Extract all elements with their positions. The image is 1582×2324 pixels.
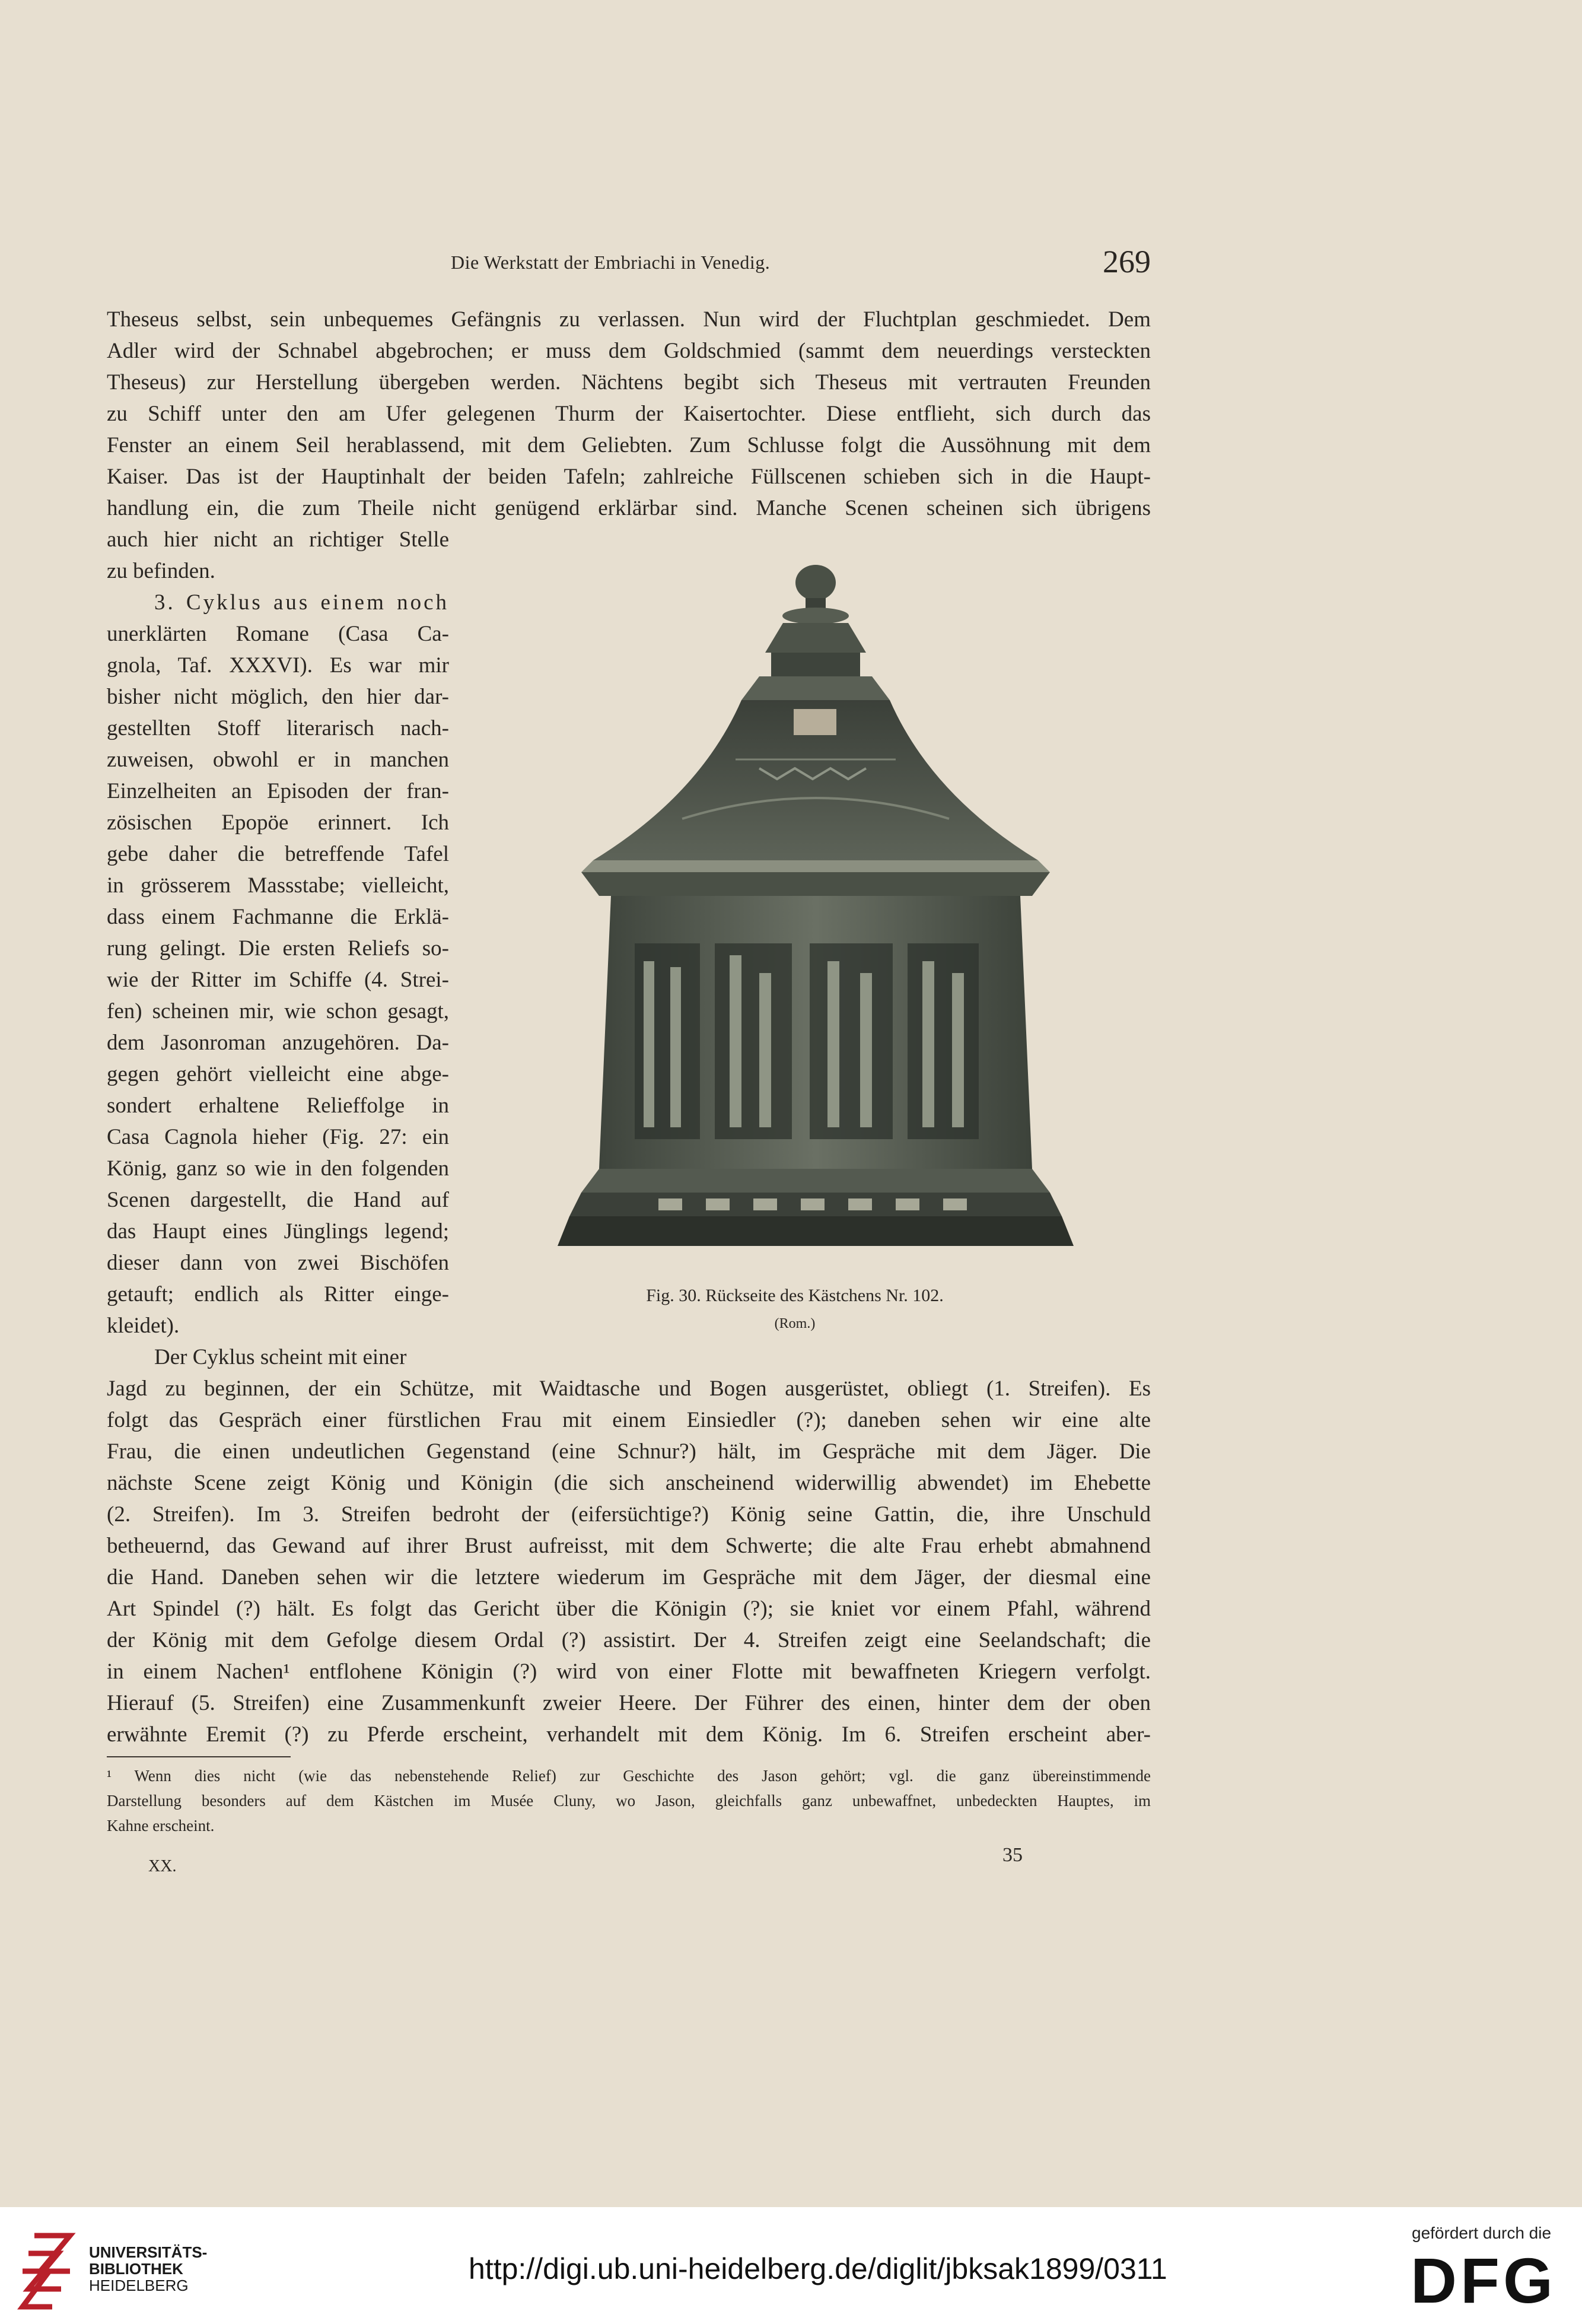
text-line: in einem Nachen¹ entflohene Königin (?) wird von einer Flotte mit bewaffneten Kriegern verfolgt. bbox=[107, 1659, 1151, 1684]
text-line: in grösserem Massstabe; vielleicht, bbox=[107, 873, 449, 898]
text-line: auch hier nicht an richtiger Stelle bbox=[107, 527, 449, 552]
text-line: getauft; endlich als Ritter einge- bbox=[107, 1282, 449, 1306]
text-line: gebe daher die betreffende Tafel bbox=[107, 842, 449, 866]
text-line: Der Cyklus scheint mit einer bbox=[154, 1345, 407, 1369]
text-line: Scenen dargestellt, die Hand auf bbox=[107, 1188, 449, 1212]
text-line: zuweisen, obwohl er in manchen bbox=[107, 748, 449, 772]
text-line: Fenster an einem Seil herablassend, mit dem Geliebten. Zum Schlusse folgt die Aussöhnung mit dem bbox=[107, 433, 1151, 457]
permalink-url[interactable]: http://digi.ub.uni-heidelberg.de/diglit/jbksak1899/0311 bbox=[469, 2252, 1167, 2285]
text-line: zu befinden. bbox=[107, 559, 215, 583]
text-line: gegen gehört vielleicht eine abge- bbox=[107, 1062, 449, 1086]
running-title: Die Werkstatt der Embriachi in Venedig. bbox=[451, 252, 771, 273]
casket-illustration bbox=[480, 564, 1151, 1276]
section-heading-line bbox=[107, 592, 449, 613]
text-line: fen) scheinen mir, wie schon gesagt, bbox=[107, 999, 449, 1023]
library-logo-icon bbox=[17, 2230, 82, 2313]
text-line: Frau, die einen undeutlichen Gegenstand (eine Schnur?) hält, im Gespräche mit dem Jäger. Die bbox=[107, 1439, 1151, 1464]
text-line: folgt das Gespräch einer fürstlichen Frau mit einem Einsiedler (?); daneben sehen wir eine alte bbox=[107, 1408, 1151, 1432]
text-line: kleidet). bbox=[107, 1314, 180, 1338]
footnote-line: Darstellung besonders auf dem Kästchen im Musée Cluny, wo Jason, gleichfalls ganz unbewaffnet, unbedeckten Hauptes, im bbox=[107, 1792, 1151, 1810]
footnote-rule bbox=[107, 1756, 291, 1757]
sheet-signature: 35 bbox=[1002, 1844, 1023, 1866]
text-line: Hierauf (5. Streifen) eine Zusammenkunft zweier Heere. Der Führer des einen, hinter dem der oben bbox=[107, 1691, 1151, 1715]
library-name-line: HEIDELBERG bbox=[89, 2277, 189, 2294]
text-line: zösischen Epopöe erinnert. Ich bbox=[107, 810, 449, 835]
library-name-line: UNIVERSITÄTS- bbox=[89, 2243, 208, 2261]
library-name bbox=[89, 2244, 207, 2294]
page-number: 269 bbox=[1103, 244, 1151, 279]
text-line: betheuernd, das Gewand auf ihrer Brust aufreisst, mit dem Schwerte; die alte Frau erhebt abmahnend bbox=[107, 1534, 1151, 1558]
digitization-footer bbox=[0, 2207, 1582, 2324]
text-line: Adler wird der Schnabel abgebrochen; er muss dem Goldschmied (sammt dem neuerdings versteckten bbox=[107, 339, 1151, 363]
text-line: die Hand. Daneben sehen wir die letztere wiederum im Gespräche mit dem Jäger, der diesmal eine bbox=[107, 1565, 1151, 1589]
funded-by-label: gefördert durch die bbox=[1412, 2224, 1552, 2242]
text-line: zu Schiff unter den am Ufer gelegenen Thurm der Kaisertochter. Diese entflieht, sich durch das bbox=[107, 402, 1151, 426]
text-line: der König mit dem Gefolge diesem Ordal (?) assistirt. Der 4. Streifen zeigt eine Seelandschaft; die bbox=[107, 1628, 1151, 1652]
text-line: dieser dann von zwei Bischöfen bbox=[107, 1251, 449, 1275]
text-line: Jagd zu beginnen, der ein Schütze, mit Waidtasche und Bogen ausgerüstet, obliegt (1. Streifen). Es bbox=[107, 1376, 1151, 1401]
text-line: wie der Ritter im Schiffe (4. Strei- bbox=[107, 968, 449, 992]
text-line: nächste Scene zeigt König und Königin (die sich anscheinend widerwillig abwendet) im Ehebette bbox=[107, 1471, 1151, 1495]
text-line: unerklärten Romane (Casa Ca- bbox=[107, 622, 449, 646]
text-line: Theseus selbst, sein unbequemes Gefängnis zu verlassen. Nun wird der Fluchtplan geschmiedet. Dem bbox=[107, 307, 1151, 332]
text-line: Theseus) zur Herstellung übergeben werden. Nächtens begibt sich Theseus mit vertrauten Freunden bbox=[107, 370, 1151, 395]
text-line: rung gelingt. Die ersten Reliefs so- bbox=[107, 936, 449, 961]
figure-caption: Fig. 30. Rückseite des Kästchens Nr. 102. bbox=[646, 1286, 944, 1305]
text-line: erwähnte Eremit (?) zu Pferde erscheint, verhandelt mit dem König. Im 6. Streifen erscheint aber- bbox=[107, 1722, 1151, 1747]
footnote-line: ¹ Wenn dies nicht (wie das nebenstehende Relief) zur Geschichte des Jason gehört; vgl. die ganz übereinstimmende bbox=[107, 1767, 1151, 1785]
text-line: das Haupt eines Jünglings legend; bbox=[107, 1219, 449, 1244]
text-line: Einzelheiten an Episoden der fran- bbox=[107, 779, 449, 803]
footnote-line: Kahne erscheint. bbox=[107, 1817, 215, 1835]
section-heading: 3. Cyklus aus einem noch bbox=[154, 590, 449, 615]
text-line: sondert erhaltene Relieffolge in bbox=[107, 1093, 449, 1118]
text-line: dem Jasonroman anzugehören. Da- bbox=[107, 1031, 449, 1055]
text-line: gestellten Stoff literarisch nach- bbox=[107, 716, 449, 740]
dfg-logo: DFG bbox=[1411, 2244, 1556, 2316]
text-line: handlung ein, die zum Theile nicht genügend erklärbar sind. Manche Scenen scheinen sich übrigens bbox=[107, 496, 1151, 520]
text-line: gnola, Taf. XXXVI). Es war mir bbox=[107, 653, 449, 678]
text-line: Art Spindel (?) hält. Es folgt das Gericht über die Königin (?); sie kniet vor einem Pfahl, während bbox=[107, 1597, 1151, 1621]
running-header bbox=[107, 243, 1151, 279]
text-line: bisher nicht möglich, den hier dar- bbox=[107, 685, 449, 709]
text-line: dass einem Fachmanne die Erklä- bbox=[107, 905, 449, 929]
text-line: (2. Streifen). Im 3. Streifen bedroht der (eifersüchtige?) König seine Gattin, die, ihre Unschuld bbox=[107, 1502, 1151, 1527]
text-line: König, ganz so wie in den folgenden bbox=[107, 1156, 449, 1181]
text-line: Casa Cagnola hieher (Fig. 27: ein bbox=[107, 1125, 449, 1149]
text-line: Kaiser. Das ist der Hauptinhalt der beiden Tafeln; zahlreiche Füllscenen schieben sich in die Haupt- bbox=[107, 465, 1151, 489]
volume-signature: XX. bbox=[148, 1857, 177, 1875]
library-name-line: BIBLIOTHEK bbox=[89, 2260, 183, 2278]
figure-subcaption: (Rom.) bbox=[774, 1316, 816, 1331]
